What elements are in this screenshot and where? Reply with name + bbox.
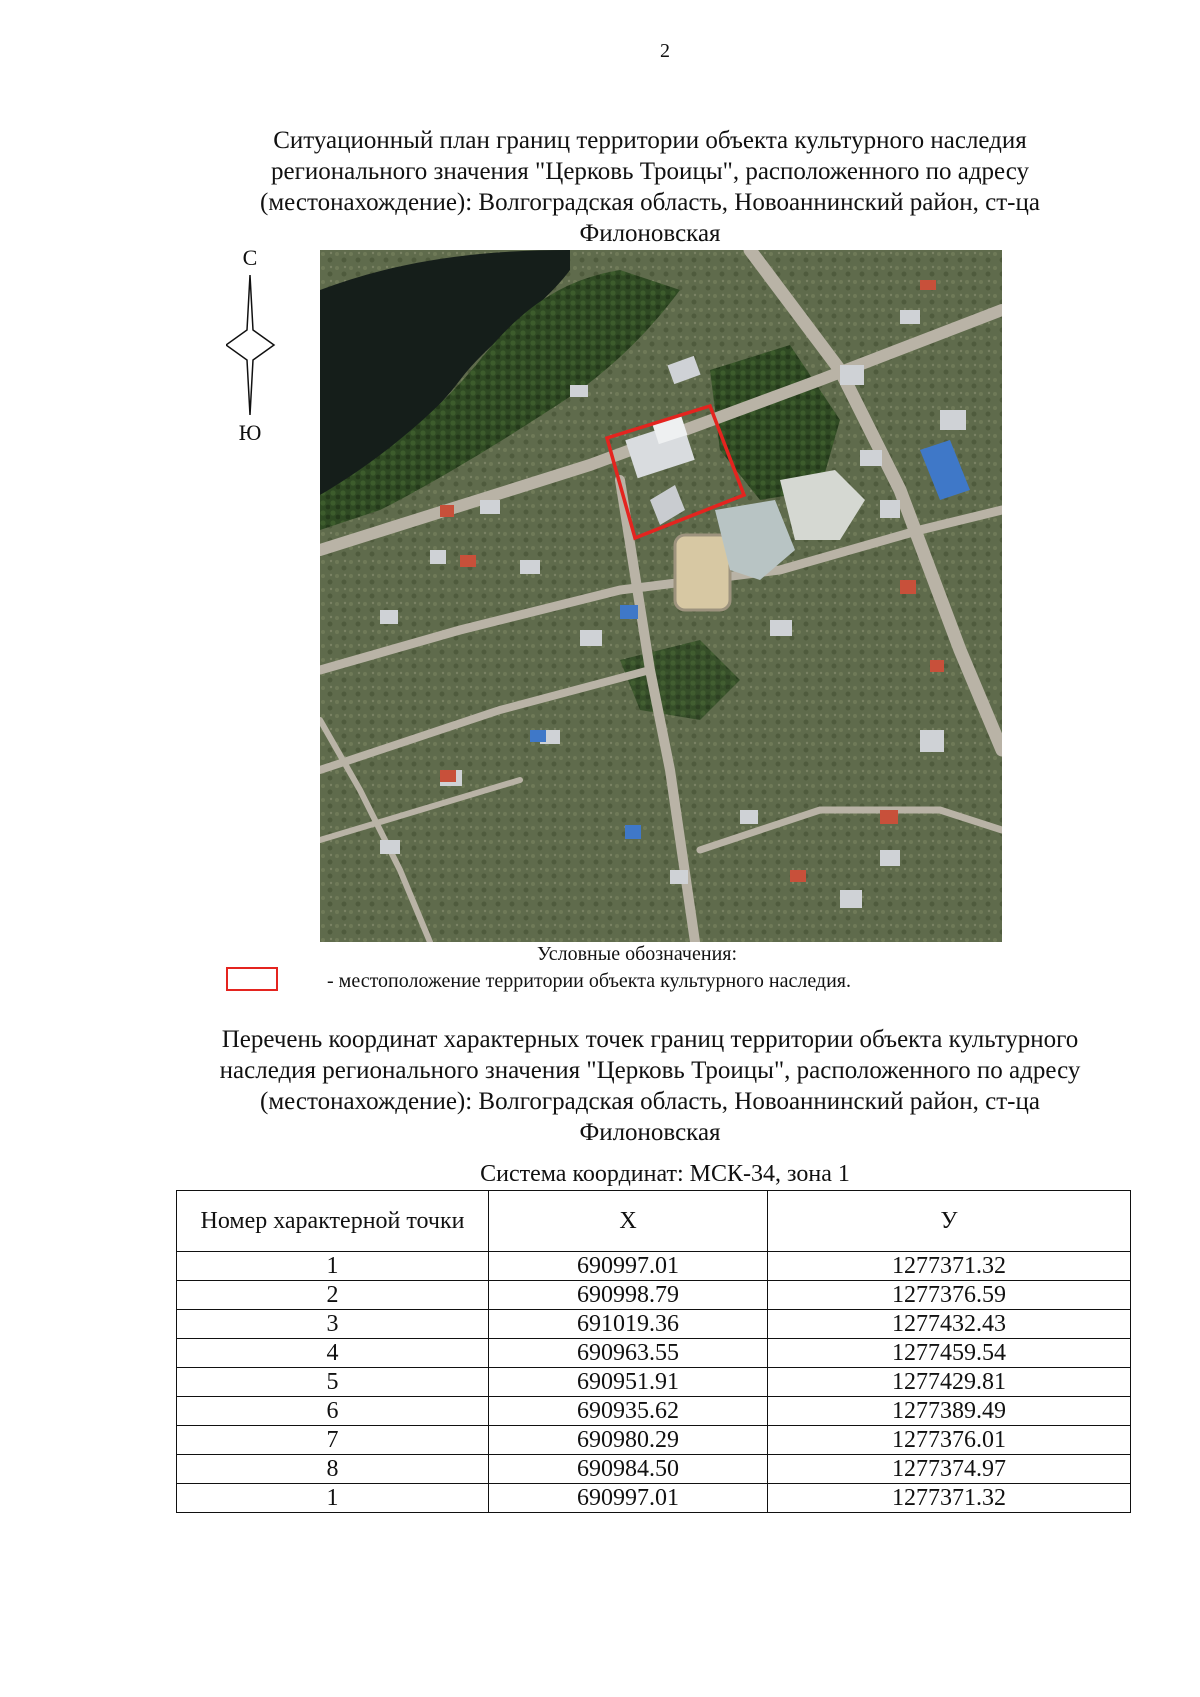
table-row [177, 1368, 1131, 1397]
satellite-map [320, 250, 1002, 942]
cell-x: 690997.01 [489, 1484, 768, 1513]
satellite-map-image [320, 250, 1002, 942]
compass-north-label: С [242, 245, 258, 270]
cell-x: 690951.91 [489, 1368, 768, 1397]
table-row [177, 1339, 1131, 1368]
coordinates-table-body [177, 1252, 1131, 1513]
cell-y: 1277371.32 [768, 1484, 1131, 1513]
cell-point-number: 6 [177, 1397, 489, 1426]
map-title: Ситуационный план границ территории объекта культурного наследия регионального значения "Церковь Троицы", расположенного по адресу (местонахождение): Волгоградская область, Новоаннинский район, ст-ца Филоновская [260, 127, 1040, 247]
cell-x: 690980.29 [489, 1426, 768, 1455]
cell-x: 690998.79 [489, 1281, 768, 1310]
legend-item-text: - местоположение территории объекта культурного наследия. [327, 970, 852, 992]
header-y: У [768, 1191, 1131, 1252]
header-point-number: Номер характерной точки [177, 1191, 489, 1252]
cell-y: 1277459.54 [768, 1339, 1131, 1368]
table-row [177, 1455, 1131, 1484]
table-row [177, 1310, 1131, 1339]
compass-rose [226, 245, 286, 455]
table-row [177, 1484, 1131, 1513]
cell-point-number: 1 [177, 1252, 489, 1281]
cell-point-number: 4 [177, 1339, 489, 1368]
legend-red-rectangle-icon [226, 967, 278, 991]
cell-x: 690984.50 [489, 1455, 768, 1484]
cell-y: 1277432.43 [768, 1310, 1131, 1339]
cell-y: 1277376.59 [768, 1281, 1131, 1310]
cell-y: 1277374.97 [768, 1455, 1131, 1484]
cell-x: 691019.36 [489, 1310, 768, 1339]
cell-y: 1277389.49 [768, 1397, 1131, 1426]
table-row [177, 1426, 1131, 1455]
cell-x: 690963.55 [489, 1339, 768, 1368]
cell-point-number: 2 [177, 1281, 489, 1310]
compass-arrow-icon [226, 275, 286, 415]
compass-south-label: Ю [238, 420, 262, 445]
table-row [177, 1397, 1131, 1426]
cell-y: 1277429.81 [768, 1368, 1131, 1397]
page-number: 2 [660, 40, 670, 62]
table-row [177, 1252, 1131, 1281]
cell-y: 1277371.32 [768, 1252, 1131, 1281]
legend-title: Условные обозначения: [537, 943, 738, 965]
cell-point-number: 5 [177, 1368, 489, 1397]
table-header-row [177, 1191, 1131, 1252]
cell-y: 1277376.01 [768, 1426, 1131, 1455]
header-x: Х [489, 1191, 768, 1252]
coordinates-table [176, 1190, 1131, 1513]
cell-x: 690997.01 [489, 1252, 768, 1281]
table-row [177, 1281, 1131, 1310]
cell-x: 690935.62 [489, 1397, 768, 1426]
coordinates-list-title: Перечень координат характерных точек границ территории объекта культурного наследия регионального значения "Церковь Троицы", расположенного по адресу (местонахождение): Волгоградская область, Новоаннинский район, ст-ца Филоновская [219, 1026, 1081, 1146]
coordinate-system-label: Система координат: МСК-34, зона 1 [480, 1161, 850, 1187]
cell-point-number: 1 [177, 1484, 489, 1513]
cell-point-number: 3 [177, 1310, 489, 1339]
cell-point-number: 7 [177, 1426, 489, 1455]
cell-point-number: 8 [177, 1455, 489, 1484]
